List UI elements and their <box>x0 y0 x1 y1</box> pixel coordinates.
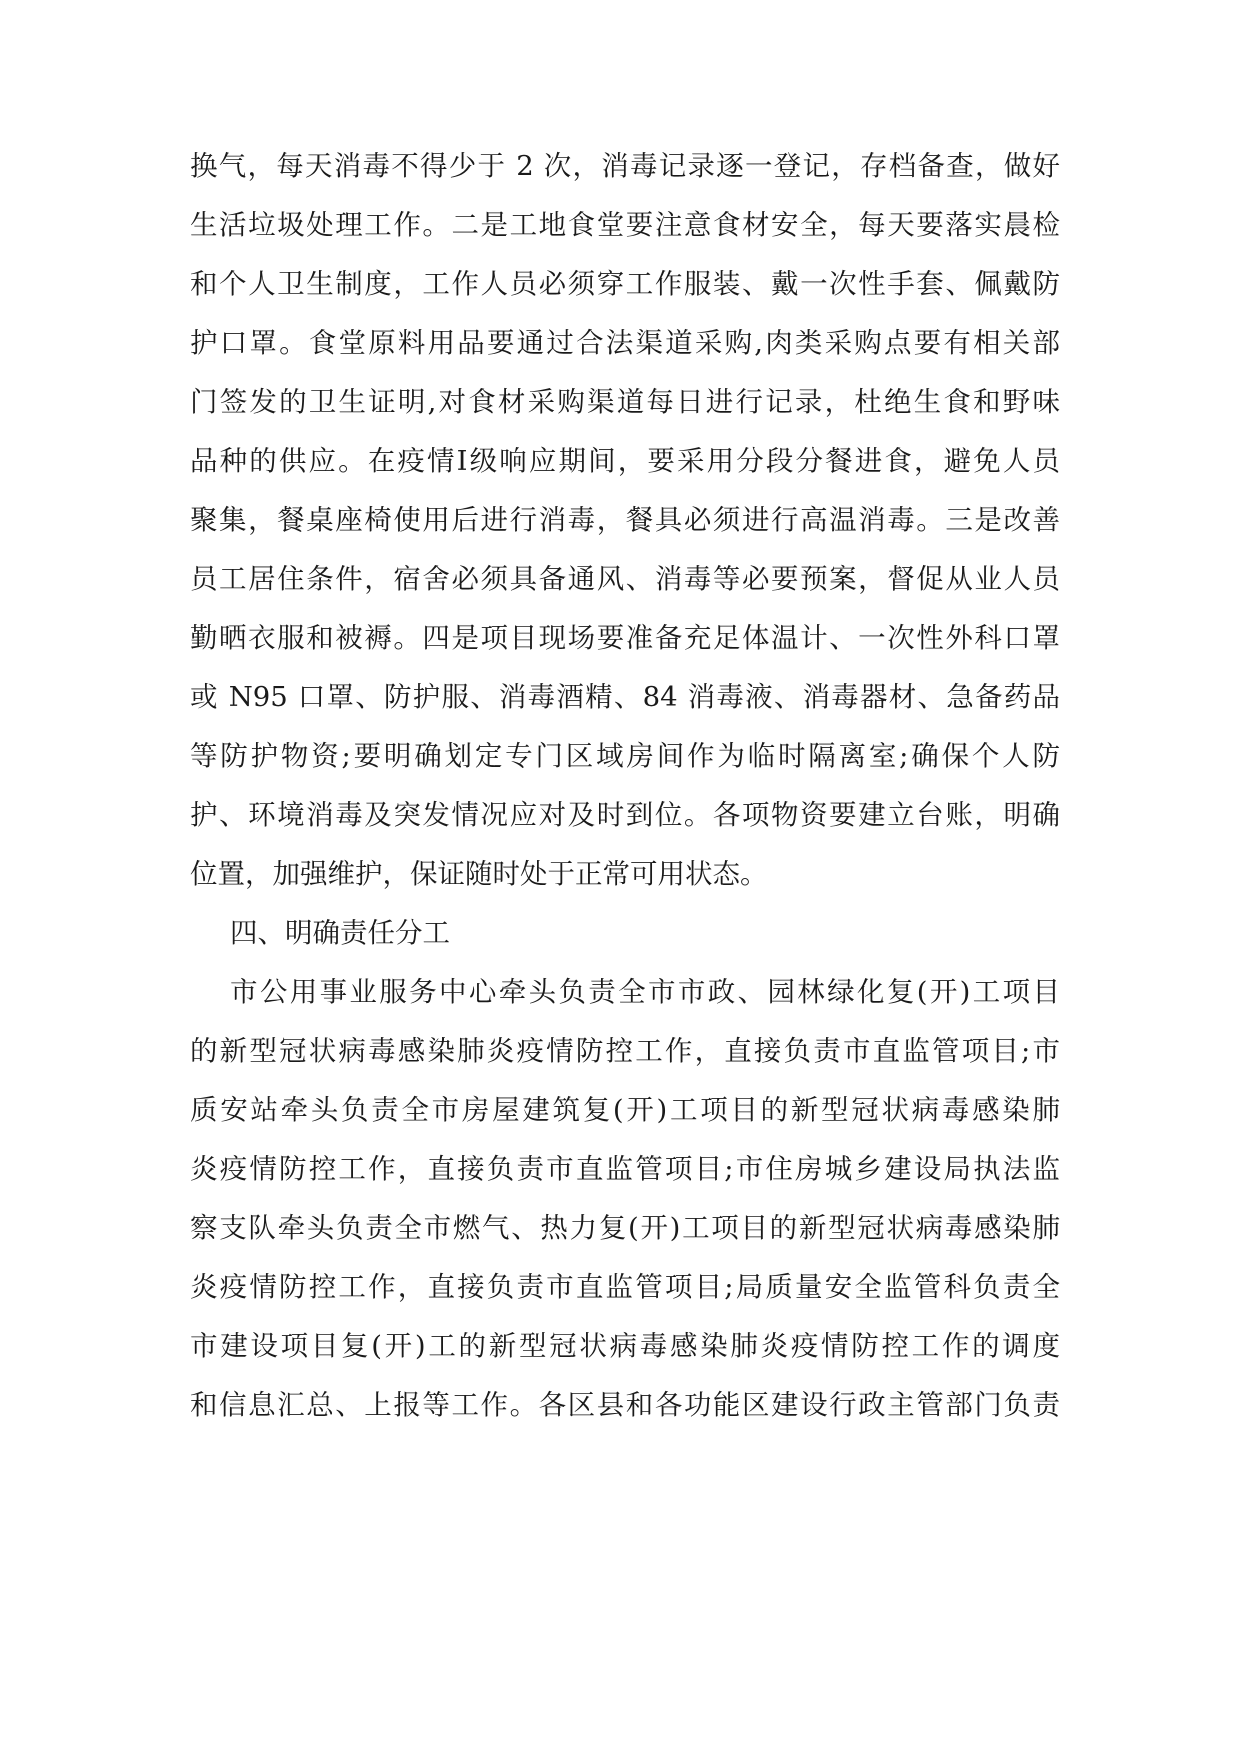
body-text-line: 员工居住条件，宿舍必须具备通风、消毒等必要预案，督促从业人员 <box>190 563 1060 595</box>
body-text-line: 炎疫情防控工作，直接负责市直监管项目;局质量安全监管科负责全 <box>190 1271 1060 1303</box>
body-text-line: 市公用事业服务中心牵头负责全市市政、园林绿化复(开)工项目 <box>230 976 1060 1008</box>
body-text-line: 护口罩。食堂原料用品要通过合法渠道采购,肉类采购点要有相关部 <box>190 327 1060 359</box>
body-text-line: 和个人卫生制度，工作人员必须穿工作服装、戴一次性手套、佩戴防 <box>190 268 1060 300</box>
body-text-line: 位置，加强维护，保证随时处于正常可用状态。 <box>190 858 768 890</box>
body-text-line: 生活垃圾处理工作。二是工地食堂要注意食材安全，每天要落实晨检 <box>190 209 1060 241</box>
body-text-line: 炎疫情防控工作，直接负责市直监管项目;市住房城乡建设局执法监 <box>190 1153 1060 1185</box>
body-text-line: 市建设项目复(开)工的新型冠状病毒感染肺炎疫情防控工作的调度 <box>190 1330 1060 1362</box>
body-text-line: 或 N95 口罩、防护服、消毒酒精、84 消毒液、消毒器材、急备药品 <box>190 681 1060 713</box>
body-text-line: 勤晒衣服和被褥。四是项目现场要准备充足体温计、一次性外科口罩 <box>190 622 1060 654</box>
body-text-line: 察支队牵头负责全市燃气、热力复(开)工项目的新型冠状病毒感染肺 <box>190 1212 1060 1244</box>
body-text-line: 护、环境消毒及突发情况应对及时到位。各项物资要建立台账，明确 <box>190 799 1060 831</box>
body-text-line: 门签发的卫生证明,对食材采购渠道每日进行记录，杜绝生食和野味 <box>190 386 1060 418</box>
body-text-line: 质安站牵头负责全市房屋建筑复(开)工项目的新型冠状病毒感染肺 <box>190 1094 1060 1126</box>
body-text-line: 品种的供应。在疫情Ⅰ级响应期间，要采用分段分餐进食，避免人员 <box>190 445 1060 477</box>
body-text-line: 等防护物资;要明确划定专门区域房间作为临时隔离室;确保个人防 <box>190 740 1060 772</box>
body-text-line: 和信息汇总、上报等工作。各区县和各功能区建设行政主管部门负责 <box>190 1389 1060 1421</box>
body-text-line: 聚集，餐桌座椅使用后进行消毒，餐具必须进行高温消毒。三是改善 <box>190 504 1060 536</box>
section-heading: 四、明确责任分工 <box>230 917 450 949</box>
body-text-line: 的新型冠状病毒感染肺炎疫情防控工作，直接负责市直监管项目;市 <box>190 1035 1060 1067</box>
body-text-line: 换气，每天消毒不得少于 2 次，消毒记录逐一登记，存档备查，做好 <box>190 150 1060 182</box>
